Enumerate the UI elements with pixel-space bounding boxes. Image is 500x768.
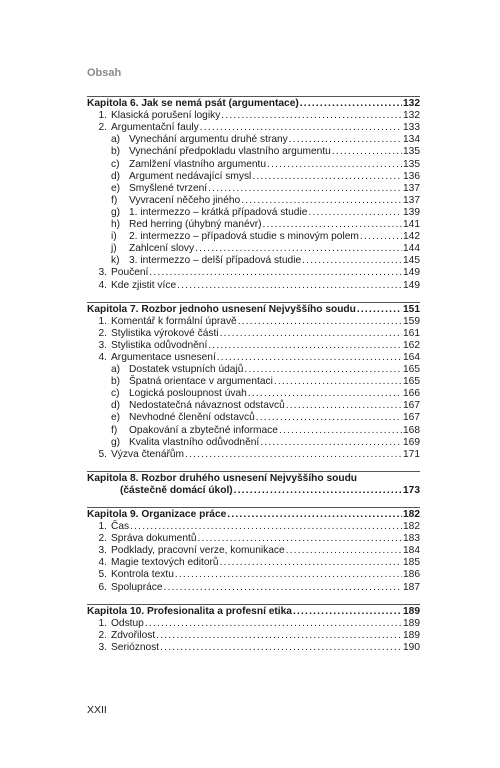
dot-leader (145, 618, 402, 630)
dot-leader (286, 545, 402, 557)
toc-entry-page: 184 (403, 545, 420, 557)
toc-entry[interactable] (87, 376, 420, 388)
toc-entry-page: 189 (403, 617, 420, 629)
toc-entry-title: Nevhodné členění odstavců (129, 412, 255, 424)
dot-leader (220, 557, 402, 569)
toc-entry-number: d) (111, 400, 121, 412)
toc-entry-title: 2. intermezzo – případová studie s minovým polem (129, 231, 359, 243)
toc-entry-title: Argument nedávající smysl (129, 170, 252, 182)
toc-entry-page: 168 (403, 424, 420, 436)
toc-entry[interactable] (87, 146, 420, 158)
toc-entry-title: Nedostatečná návaznost odstavců (129, 400, 285, 412)
toc-entry-title: Výzva čtenářům (111, 448, 185, 460)
toc-entry-number: h) (111, 219, 121, 231)
toc-entry-title: Serióznost (111, 641, 160, 653)
toc-entry-title: Dostatek vstupních údajů (129, 364, 244, 376)
toc-entry[interactable] (87, 569, 420, 581)
dot-leader (238, 316, 402, 328)
dot-leader (267, 159, 402, 171)
toc-entry[interactable] (87, 134, 420, 146)
dot-leader (177, 280, 402, 292)
toc-entry[interactable] (87, 618, 420, 630)
toc-entry-title: Kapitola 8. Rozbor druhého usnesení Nejvyššího soudu (87, 472, 358, 484)
dot-leader (360, 231, 402, 243)
toc-entry[interactable] (87, 521, 420, 533)
toc-entry-page: 167 (403, 412, 420, 424)
dot-leader (160, 642, 402, 654)
toc-entry[interactable] (87, 183, 420, 195)
toc-entry-number: 4. (98, 351, 107, 363)
toc-entry-number: 6. (98, 581, 107, 593)
toc-entry-page: 182 (403, 521, 420, 533)
toc-entry-title: Kvalita vlastního odůvodnění (129, 436, 260, 448)
toc-entry[interactable] (87, 328, 420, 340)
dot-leader (208, 340, 402, 352)
toc-entry-number: e) (111, 182, 121, 194)
toc-entry-number: 2. (98, 122, 107, 134)
toc-entry-page: 161 (403, 327, 420, 339)
toc-entry[interactable] (87, 122, 420, 134)
toc-entry-title: Odstup (111, 617, 144, 629)
running-head: Obsah (87, 67, 122, 79)
toc-entry-number: 1. (98, 521, 107, 533)
toc-entry-page: 134 (403, 134, 420, 146)
dot-leader (300, 98, 402, 110)
toc-entry-title: Kde zjistit více (111, 279, 177, 291)
toc-entry-title: Kontrola textu (111, 569, 174, 581)
toc-entry[interactable] (87, 207, 420, 219)
dot-leader (308, 207, 402, 219)
toc-chapter-entry[interactable] (87, 507, 420, 521)
toc-entry[interactable] (87, 364, 420, 376)
toc-entry-page: 142 (403, 231, 420, 243)
toc-entry[interactable] (87, 352, 420, 364)
toc-entry-page: 185 (403, 557, 420, 569)
toc-entry[interactable] (87, 171, 420, 183)
dot-leader (263, 219, 403, 231)
toc-entry-page: 187 (403, 581, 420, 593)
toc-entry-page: 189 (403, 629, 420, 641)
toc-entry-number: 4. (98, 557, 107, 569)
dot-leader (357, 304, 402, 316)
toc-entry-number: 1. (98, 617, 107, 629)
toc-entry[interactable] (87, 449, 420, 461)
dot-leader (149, 267, 402, 279)
toc-entry-title: Vynechání předpokladu vlastního argumentu (129, 146, 331, 158)
dot-leader (256, 412, 402, 424)
dot-leader (286, 400, 402, 412)
toc-entry-number: c) (111, 388, 120, 400)
toc-entry-page: 136 (403, 170, 420, 182)
toc-entry-page: 135 (403, 146, 420, 158)
page-folio: XXII (87, 704, 107, 716)
toc-entry[interactable] (87, 340, 420, 352)
toc-chapter-entry[interactable] (87, 96, 420, 110)
toc-entry-title: Komentář k formální úpravě (111, 315, 237, 327)
dot-leader (220, 328, 402, 340)
toc-entry-page: 169 (403, 436, 420, 448)
toc-entry-page: 137 (403, 182, 420, 194)
toc-entry-page: 132 (403, 98, 420, 110)
toc-entry[interactable] (87, 412, 420, 424)
toc-entry-number: 2. (98, 533, 107, 545)
toc-entry-page: 145 (403, 255, 420, 267)
toc-entry-title: Kapitola 7. Rozbor jednoho usnesení Nejvyššího soudu (87, 303, 356, 315)
dot-leader (241, 195, 402, 207)
toc-entry-title: 3. intermezzo – delší případová studie (129, 255, 302, 267)
toc-entry-number: c) (111, 158, 120, 170)
toc-entry-page: 189 (403, 605, 420, 617)
toc-entry[interactable] (87, 642, 420, 654)
toc-entry-page: 183 (403, 533, 420, 545)
toc-entry-number: b) (111, 376, 121, 388)
dot-leader (274, 376, 402, 388)
toc-entry-page: 132 (403, 110, 420, 122)
toc-entry-title: Poučení (111, 267, 149, 279)
toc-entry-number: 3. (98, 545, 107, 557)
toc-entry-title: Vyvracení něčeho jiného (129, 194, 241, 206)
toc-chapter-entry[interactable] (87, 471, 420, 485)
toc-entry-page: 144 (403, 243, 420, 255)
toc-entry-title: Kapitola 9. Organizace práce (87, 509, 227, 520)
toc-entry-title: Stylistika výrokové části (111, 327, 219, 339)
toc-entry[interactable] (87, 400, 420, 412)
toc-entry[interactable] (87, 545, 420, 557)
toc-entry-number: a) (111, 134, 121, 146)
table-of-contents (87, 96, 420, 654)
dot-leader (208, 183, 402, 195)
toc-entry-title: Stylistika odůvodnění (111, 339, 208, 351)
dot-leader (164, 582, 402, 594)
toc-entry-page: 133 (403, 122, 420, 134)
toc-entry-title: Vynechání argumentu druhé strany (129, 134, 288, 146)
toc-entry[interactable] (87, 158, 420, 170)
toc-chapter-entry[interactable] (87, 604, 420, 618)
dot-leader (175, 569, 402, 581)
dot-leader (200, 122, 402, 134)
toc-entry-number: a) (111, 364, 121, 376)
toc-entry[interactable] (87, 581, 420, 593)
toc-entry-title: Argumentace usnesení (111, 351, 216, 363)
toc-entry-title: (částečně domácí úkol) (120, 484, 233, 496)
toc-entry[interactable] (87, 219, 420, 231)
toc-entry-page: 165 (403, 376, 420, 388)
dot-leader (279, 425, 402, 437)
toc-entry-title: Smyšlené tvrzení (129, 182, 208, 194)
toc-entry-page: 135 (403, 158, 420, 170)
toc-entry-page: 190 (403, 641, 420, 653)
dot-leader (221, 110, 402, 122)
toc-entry[interactable] (87, 557, 420, 569)
toc-entry-page: 137 (403, 194, 420, 206)
toc-entry[interactable] (87, 231, 420, 243)
toc-entry-page: 186 (403, 569, 420, 581)
toc-entry-title: Red herring (úhybný manévr) (129, 219, 262, 231)
toc-entry-title: Zdvořilost (111, 629, 156, 641)
toc-entry-page: 171 (403, 448, 420, 460)
toc-entry-number: k) (111, 255, 120, 267)
toc-entry[interactable] (87, 437, 420, 449)
toc-entry-page: 164 (403, 351, 420, 363)
toc-entry[interactable] (87, 243, 420, 255)
toc-entry-page: 139 (403, 206, 420, 218)
toc-entry-number: d) (111, 170, 121, 182)
toc-entry[interactable] (87, 424, 420, 436)
toc-entry-number: b) (111, 146, 121, 158)
toc-entry-number: 5. (98, 569, 107, 581)
toc-entry-page: 167 (403, 400, 420, 412)
toc-entry-title: Zahlcení slovy (129, 243, 195, 255)
toc-entry-number: 2. (98, 629, 107, 641)
dot-leader (156, 630, 402, 642)
toc-entry-number: 1. (98, 110, 107, 122)
dot-leader (227, 509, 402, 521)
toc-entry-title: Argumentační fauly (111, 122, 199, 134)
toc-entry-page: 149 (403, 267, 420, 279)
dot-leader (195, 243, 402, 255)
toc-entry[interactable] (87, 533, 420, 545)
toc-entry-page: 166 (403, 388, 420, 400)
dot-leader (234, 485, 402, 497)
toc-entry-number: f) (111, 424, 118, 436)
toc-entry-title: Klasická porušení logiky (111, 110, 221, 122)
toc-entry-page: 141 (403, 219, 420, 231)
toc-entry-number: 3. (98, 641, 107, 653)
toc-entry-number: 5. (98, 448, 107, 460)
toc-entry-page: 173 (403, 484, 420, 496)
toc-entry-title: Opakování a zbytečné informace (129, 424, 278, 436)
toc-entry-title: Špatná orientace v argumentaci (129, 376, 273, 388)
toc-entry-number: 2. (98, 327, 107, 339)
dot-leader (252, 171, 402, 183)
toc-entry-title: 1. intermezzo – krátká případová studie (129, 206, 308, 218)
dot-leader (293, 606, 402, 618)
dot-leader (289, 134, 402, 146)
toc-entry-number: e) (111, 412, 121, 424)
toc-entry[interactable] (87, 195, 420, 207)
toc-entry[interactable] (87, 630, 420, 642)
toc-chapter-entry[interactable] (87, 302, 420, 316)
toc-entry[interactable] (87, 110, 420, 122)
toc-entry-title: Správa dokumentů (111, 533, 197, 545)
toc-entry-number: j) (111, 243, 117, 255)
toc-entry-title: Čas (111, 521, 130, 533)
dot-leader (332, 146, 402, 158)
toc-entry-title: Zamlžení vlastního argumentu (129, 158, 267, 170)
toc-entry-number: g) (111, 206, 121, 218)
dot-leader (130, 521, 402, 533)
dot-leader (248, 388, 402, 400)
toc-entry-page: 151 (403, 303, 420, 315)
toc-entry[interactable] (87, 316, 420, 328)
toc-chapter-entry[interactable] (87, 485, 420, 497)
toc-entry-title: Spolupráce (111, 581, 163, 593)
toc-entry-number: 1. (98, 315, 107, 327)
dot-leader (302, 255, 402, 267)
toc-entry[interactable] (87, 255, 420, 267)
toc-entry-page: 162 (403, 339, 420, 351)
toc-entry-title: Kapitola 10. Profesionalita a profesní etika (87, 605, 292, 617)
dot-leader (185, 449, 402, 461)
toc-entry-page: 182 (403, 509, 420, 520)
dot-leader (198, 533, 402, 545)
toc-entry[interactable] (87, 279, 420, 291)
toc-entry-number: 3. (98, 339, 107, 351)
toc-entry-title: Magie textových editorů (111, 557, 219, 569)
toc-entry-number: f) (111, 194, 118, 206)
dot-leader (217, 352, 402, 364)
toc-entry-page: 149 (403, 279, 420, 291)
toc-entry[interactable] (87, 267, 420, 279)
toc-entry-title: Podklady, pracovní verze, komunikace (111, 545, 285, 557)
toc-entry-number: i) (111, 231, 117, 243)
toc-entry-number: g) (111, 436, 121, 448)
dot-leader (244, 364, 402, 376)
toc-entry-page: 165 (403, 364, 420, 376)
toc-entry[interactable] (87, 388, 420, 400)
toc-entry-number: 4. (98, 279, 107, 291)
toc-entry-title: Kapitola 6. Jak se nemá psát (argumentace) (87, 98, 299, 110)
toc-entry-page: 159 (403, 315, 420, 327)
dot-leader (260, 437, 402, 449)
toc-entry-number: 3. (98, 267, 107, 279)
toc-entry-title: Logická posloupnost úvah (129, 388, 247, 400)
